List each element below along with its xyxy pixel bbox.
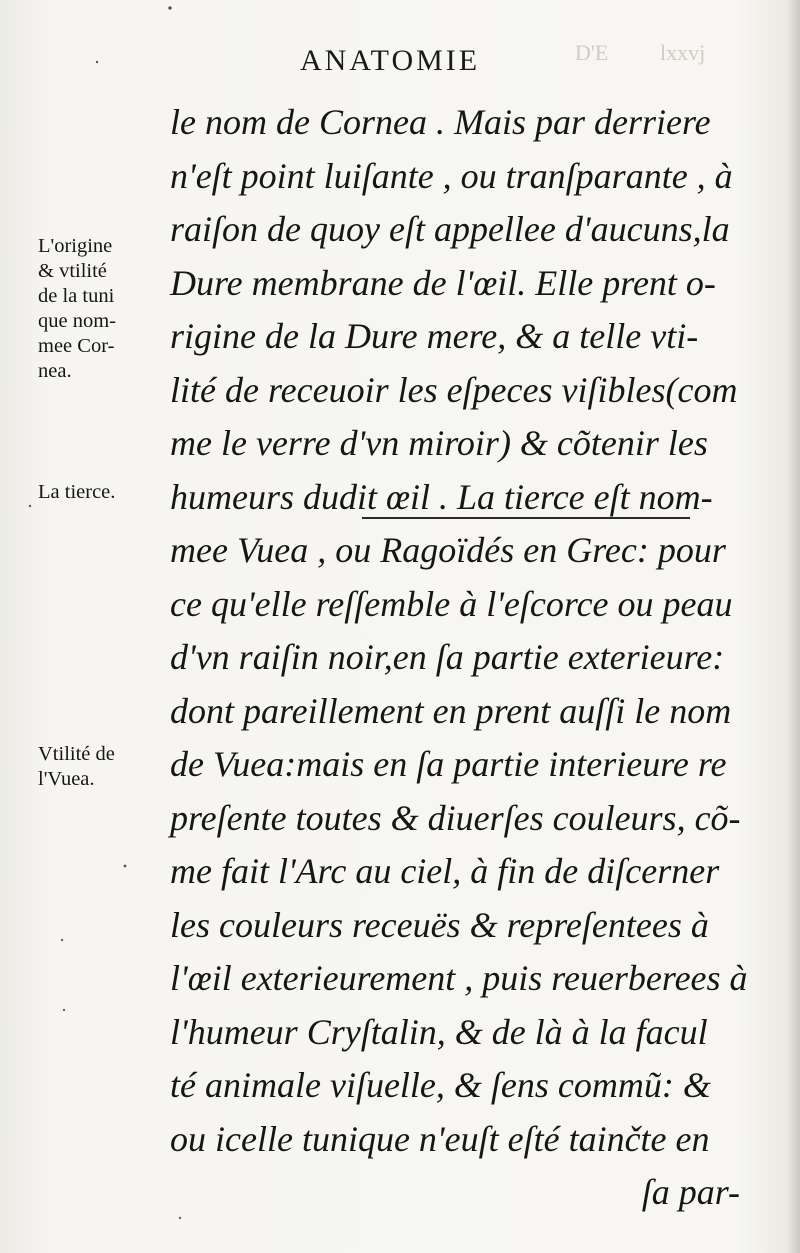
text-line: ce qu'elle reſſemble à l'eſcorce ou peau — [170, 583, 733, 624]
text-line: me le verre d'vn miroir) & cõtenir les — [170, 423, 708, 463]
margin-note-line: l'Vuea. — [38, 768, 95, 790]
margin-note-line: nea. — [38, 360, 72, 382]
margin-note-line: Vtilité de — [38, 743, 115, 765]
text-line: n'eſt point luiſante , ou tranſparante , à — [170, 155, 733, 196]
text-line: lité de receuoir les eſpeces viſibles(com — [170, 369, 738, 410]
text-line: raiſon de quoy eſt appellee d'aucuns,la — [170, 209, 730, 249]
text-line: d'vn raiſin noir,en ſa partie exterieure: — [170, 637, 725, 677]
text-line: le nom de Cornea . Mais par derriere — [170, 102, 711, 142]
margin-note-line: L'origine — [38, 235, 113, 257]
text-line: té animale viſuelle, & ſens commũ: & — [170, 1065, 711, 1105]
text-line: l'humeur Cryſtalin, & de là à la facul — [170, 1011, 708, 1052]
margin-note-line: que nom- — [38, 310, 116, 332]
running-header: ANATOMIE — [300, 44, 481, 77]
text-line: Dure membrane de l'œil. Elle prent o- — [170, 262, 716, 303]
bleed-through-text: lxxvj — [660, 40, 706, 65]
text-line: rigine de la Dure mere, & a telle vti- — [170, 316, 699, 356]
text-line: dont pareillement en prent auſſi le nom — [170, 690, 732, 731]
margin-note-line: La tierce. — [38, 481, 116, 503]
margin-note-line: de la tuni — [38, 285, 115, 307]
text-line: mee Vuea , ou Ragoïdés en Grec: pour — [170, 530, 726, 570]
margin-note-line: & vtilité — [38, 260, 107, 282]
text-line: me fait l'Arc au ciel, à fin de diſcerner — [170, 851, 720, 891]
text-line: les couleurs receuës & repreſentees à — [170, 904, 709, 945]
catchword: ſa par- — [641, 1172, 740, 1212]
text-line: preſente toutes & diuerſes couleurs, cõ- — [170, 797, 741, 838]
bleed-through-text: D'E — [575, 40, 609, 65]
text-line: humeurs dudit œil . La tierce eſt nom- — [170, 476, 713, 517]
text-line: l'œil exterieurement , puis reuerberees à — [170, 958, 748, 998]
margin-note-line: mee Cor- — [38, 335, 115, 357]
text-line: ou icelle tunique n'euſt eſté tainčte en — [170, 1118, 710, 1159]
text-line: de Vuea:mais en ſa partie interieure re — [170, 744, 727, 784]
